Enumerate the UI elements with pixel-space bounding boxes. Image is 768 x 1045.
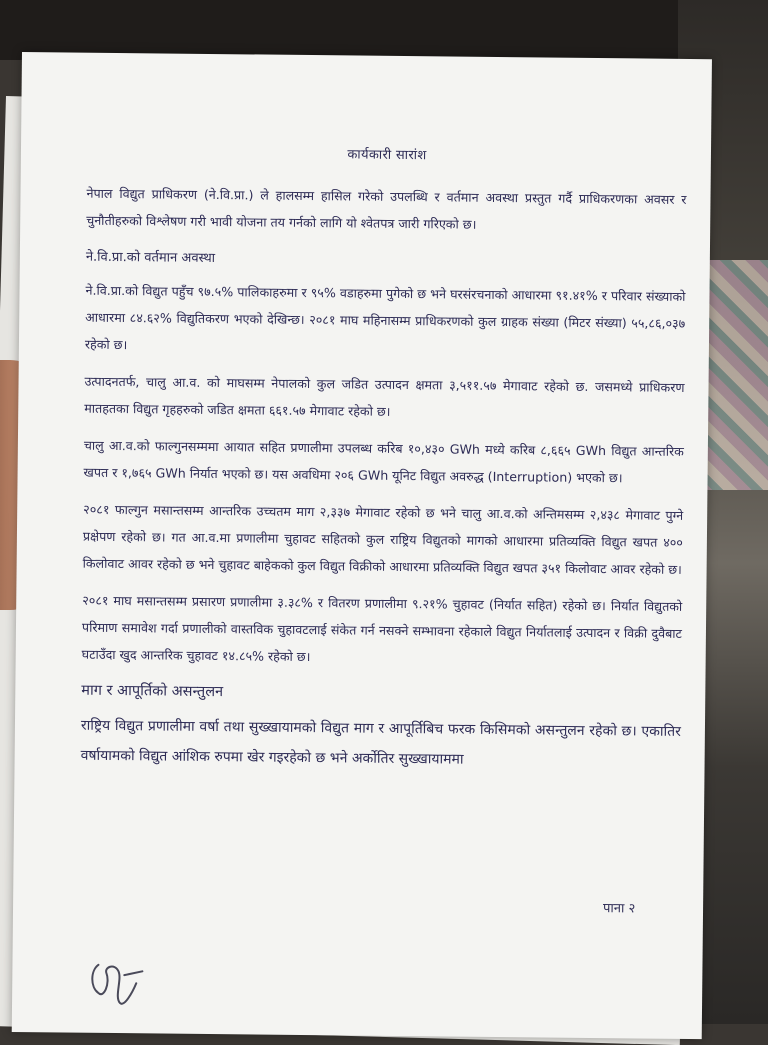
background-top xyxy=(0,0,768,60)
paragraph-energy-supply: चालु आ.व.को फाल्गुनसम्ममा आयात सहित प्रणालीमा उपलब्ध करिब १०,४३० GWh मध्ये करिब ८,६६५ GWh विद्युत आन्तरिक खपत र १,७६५ GWh निर्यात भएको छ। यस अवधिमा २०६ GWh यूनिट विद्युत अवरुद्ध (Interruption) भएको छ। xyxy=(83,437,684,486)
document-page xyxy=(12,52,712,1039)
intro-paragraph: नेपाल विद्युत प्राधिकरण (ने.वि.प्रा.) ले हालसम्म हासिल गरेको उपलब्धि र वर्तमान अवस्था प्रस्तुत गर्दै प्राधिकरणका अवसर र चुनौतीहरुको विश्लेषण गरी भावी योजना तय गर्नको लागि यो श्वेतपत्र जारी गरिएको छ। xyxy=(86,185,687,232)
paragraph-peak-demand: २०८१ फाल्गुन मसान्तसम्म आन्तरिक उच्चतम माग २,३३७ मेगावाट रहेको छ भने चालु आ.व.को अन्तिमसम्म २,४३८ मेगावाट पुग्ने प्रक्षेपण रहेको छ। गत आ.व.मा प्रणालीमा चुहावट सहितको कुल राष्ट्रिय विद्युतको मागको आधारमा प्रतिव्यक्ति विद्युत खपत ४०० किलोवाट आवर रहेको छ भने चुहावट बाहेकको कुल विद्युत विक्रीको आधारमा प्रतिव्यक्ति विद्युत खपत ३५१ किलोवाट आवर रहेको छ। xyxy=(82,501,684,577)
paragraph-generation: उत्पादनतर्फ, चालु आ.व. को माघसम्म नेपालको कुल जडित उत्पादन क्षमता ३,५११.५७ मेगावाट रहेको छ. जसमध्ये प्राधिकरण मातहतका विद्युत गृहहरुको जडित क्षमता ६६१.५७ मेगावाट रहेको छ। xyxy=(84,373,685,419)
section-heading-demand-supply: माग र आपूर्तिको असन्तुलन xyxy=(81,682,224,701)
page-number: पाना २ xyxy=(602,901,636,917)
section-heading-current-status: ने.वि.प्रा.को वर्तमान अवस्था xyxy=(85,249,216,267)
paragraph-losses: २०८१ माघ मसान्तसम्म प्रसारण प्रणालीमा ३.३८% र वितरण प्रणालीमा ९.२१% चुहावट (निर्यात सहित) रहेको छ। निर्यात विद्युतको परिमाण समावेश गर्दा प्रणालीको वास्तविक चुहावटलाई संकेत गर्न नसक्ने सम्भावना रहेकाले विद्युत निर्यातलाई उत्पादन र विक्री दुवैबाट घटाउँदा खुद आन्तरिक चुहावट १४.८५% रहेको छ। xyxy=(81,592,683,665)
page-title: कार्यकारी सारांश xyxy=(347,147,427,164)
signature-mark xyxy=(84,953,155,1014)
paragraph-imbalance: राष्ट्रिय विद्युत प्रणालीमा वर्षा तथा सुख्खायामको विद्युत माग र आपूर्तिबिच फरक किसिमको असन्तुलन रहेको छ। एकातिर वर्षायामको विद्युत आंशिक रुपमा खेर गइरहेको छ भने अर्कोतिर सुख्खायाममा xyxy=(80,717,681,768)
page-content xyxy=(80,139,687,787)
paragraph-access: ने.वि.प्रा.को विद्युत पहुँच ९७.५% पालिकाहरुमा र ९५% वडाहरुमा पुगेको छ भने घरसंरचनाको आधारमा ९१.४१% र परिवार संख्याको आधारमा ८४.६२% विद्युतिकरण भएको देखिन्छ। २०८१ माघ महिनासम्म प्राधिकरणको कुल ग्राहक संख्या (मिटर संख्या) ५५,८६,०३७ रहेको छ। xyxy=(84,282,686,353)
